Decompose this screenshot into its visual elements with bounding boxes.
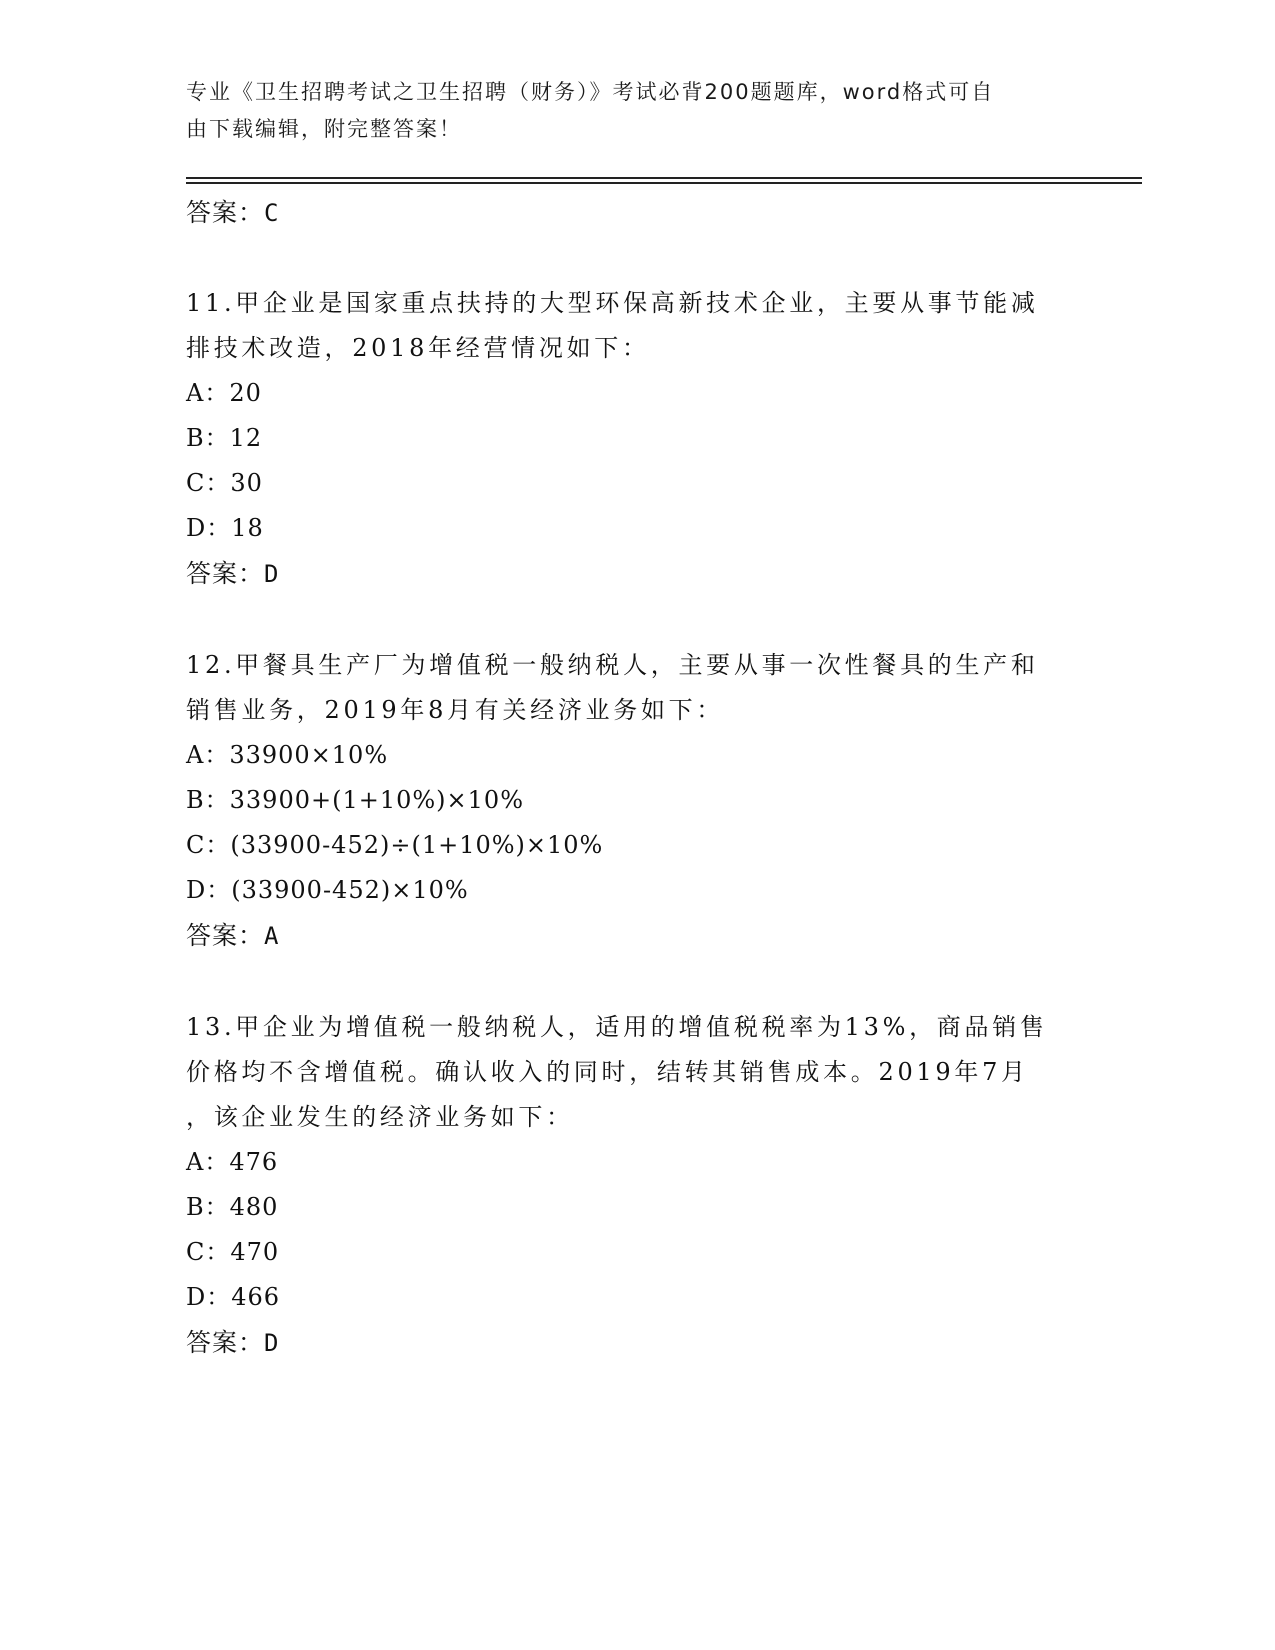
question-text: [186, 281, 1066, 371]
answer-value: D: [264, 560, 280, 588]
header-rule-bottom: [186, 182, 1142, 184]
question-13: [186, 1005, 1086, 1365]
answer-value: C: [264, 199, 280, 227]
question-line: 排技术改造，2018年经营情况如下：: [186, 334, 650, 362]
option-a: A：33900×10%: [186, 741, 389, 769]
question-line: 销售业务，2019年8月有关经济业务如下：: [186, 696, 725, 724]
question-text: [186, 1005, 1066, 1140]
question-list: [186, 190, 1086, 1365]
answer-line: [186, 551, 1086, 596]
question-line: 13.甲企业为增值税一般纳税人，适用的增值税税率为13%，商品销售: [186, 1013, 1048, 1041]
option-b: B：33900+(1+10%)×10%: [186, 786, 524, 814]
question-line: ，该企业发生的经济业务如下：: [186, 1103, 574, 1131]
option-d: D：466: [186, 1283, 281, 1311]
option-d: D：(33900-452)×10%: [186, 876, 469, 904]
answer-line: [186, 1320, 1086, 1365]
answer-value: A: [264, 922, 280, 950]
option-c: C：470: [186, 1238, 280, 1266]
question-text: [186, 643, 1066, 733]
option-c: C：30: [186, 469, 263, 497]
question-11: [186, 281, 1086, 596]
answer-line: [186, 913, 1086, 958]
previous-answer: [186, 190, 1086, 235]
question-line: 12.甲餐具生产厂为增值税一般纳税人，主要从事一次性餐具的生产和: [186, 651, 1039, 679]
option-c: C：(33900-452)÷(1+10%)×10%: [186, 831, 604, 859]
header-line-2: 由下载编辑，附完整答案！: [186, 117, 462, 141]
option-b: B：480: [186, 1193, 279, 1221]
answer-label: 答案：: [186, 198, 265, 227]
option-b: B：12: [186, 424, 263, 452]
question-12: [186, 643, 1086, 958]
question-line: 11.甲企业是国家重点扶持的大型环保高新技术企业，主要从事节能减: [186, 289, 1039, 317]
answer-value: D: [264, 1329, 280, 1357]
header-rule-top: [186, 177, 1142, 179]
question-line: 价格均不含增值税。确认收入的同时，结转其销售成本。2019年7月: [186, 1058, 1029, 1086]
answer-label: 答案：: [186, 1328, 265, 1357]
answer-label: 答案：: [186, 921, 265, 950]
option-d: D：18: [186, 514, 264, 542]
page-header: [186, 74, 1066, 148]
answer-label: 答案：: [186, 559, 265, 588]
option-a: A：20: [186, 379, 262, 407]
option-a: A：476: [186, 1148, 279, 1176]
header-line-1: 专业《卫生招聘考试之卫生招聘（财务）》考试必背200题题库，word格式可自: [186, 80, 995, 104]
